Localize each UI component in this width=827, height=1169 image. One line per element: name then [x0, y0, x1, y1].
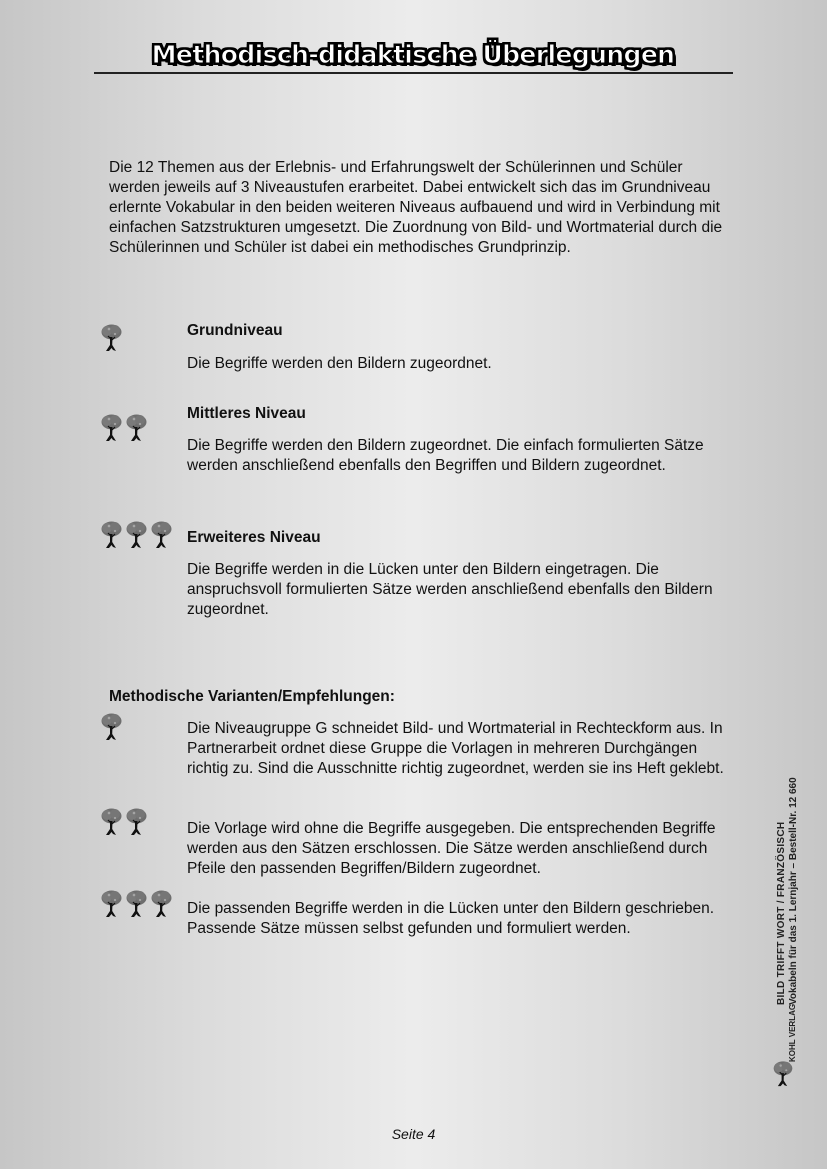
tree-icon	[100, 807, 123, 837]
series-title: BILD TRIFFT WORT / FRANZÖSISCH	[776, 821, 787, 1005]
tree-icon	[125, 520, 148, 550]
page-title: Methodisch-didaktische Überlegungen	[151, 40, 675, 69]
tree-icon	[100, 889, 123, 919]
intro-paragraph: Die 12 Themen aus der Erlebnis- und Erfahrungswelt der Schülerinnen und Schüler werden jeweils auf 3 Niveaustufen erarbeitet. Dabei entwickelt sich das im Grundniveau erlernte Vokabular in den beiden weiteren Niveaus aufbauend und wird in Verbindung mit einfachen Satzstrukturen umgesetzt. Die Zuordnung von Bild- und Wortmaterial durch die Schülerinnen und Schüler ist dabei ein methodisches Grundprinzip.	[109, 159, 723, 256]
page-number: Seite 4	[391, 1126, 436, 1142]
variant-trees	[100, 889, 173, 919]
publisher-logo-icon	[769, 1060, 797, 1088]
tree-icon	[100, 520, 123, 550]
level-trees	[100, 520, 173, 550]
variants-heading: Methodische Varianten/Empfehlungen:	[109, 688, 395, 705]
tree-icon	[150, 889, 173, 919]
tree-icon	[125, 413, 148, 443]
level-description: Die Begriffe werden den Bildern zugeordnet. Die einfach formulierten Sätze werden anschließend ebenfalls den Begriffen und Bildern zugeordnet.	[187, 437, 704, 474]
variant-text: Die Niveaugruppe G schneidet Bild- und Wortmaterial in Rechteckform aus. In Partnerarbeit ordnet diese Gruppe die Vorlagen in mehreren Durchgängen richtig zu. Sind die Ausschnitte richtig zugeordnet, werden sie ins Heft geklebt.	[187, 720, 724, 777]
series-side-label	[776, 777, 800, 1005]
tree-icon	[100, 413, 123, 443]
tree-icon	[125, 889, 148, 919]
level-title: Erweiteres Niveau	[187, 529, 321, 546]
level-description: Die Begriffe werden in die Lücken unter den Bildern eingetragen. Die anspruchsvoll formulierten Sätze werden anschließend ebenfalls den Bildern zugeordnet.	[187, 561, 713, 618]
level-title: Mittleres Niveau	[187, 405, 306, 422]
tree-icon	[125, 807, 148, 837]
publisher-name: KOHL VERLAG	[788, 1003, 797, 1062]
tree-icon	[100, 712, 123, 742]
variant-text: Die Vorlage wird ohne die Begriffe ausgegeben. Die entsprechenden Begriffe werden aus den Sätzen erschlossen. Die Sätze werden anschließend durch Pfeile den passenden Begriffen/Bildern zugeordnet.	[187, 820, 716, 877]
variant-text: Die passenden Begriffe werden in die Lücken unter den Bildern geschrieben. Passende Sätze müssen selbst gefunden und formuliert werden.	[187, 900, 715, 937]
level-trees	[100, 323, 123, 353]
title-underline	[94, 72, 733, 74]
tree-icon	[150, 520, 173, 550]
variant-trees	[100, 807, 148, 837]
level-trees	[100, 413, 148, 443]
tree-icon	[100, 323, 123, 353]
series-subtitle: Vokabeln für das 1. Lernjahr – Bestell-Nr. 12 660	[788, 777, 799, 1005]
level-description: Die Begriffe werden den Bildern zugeordnet.	[187, 355, 492, 372]
variant-trees	[100, 712, 123, 742]
level-title: Grundniveau	[187, 322, 283, 339]
